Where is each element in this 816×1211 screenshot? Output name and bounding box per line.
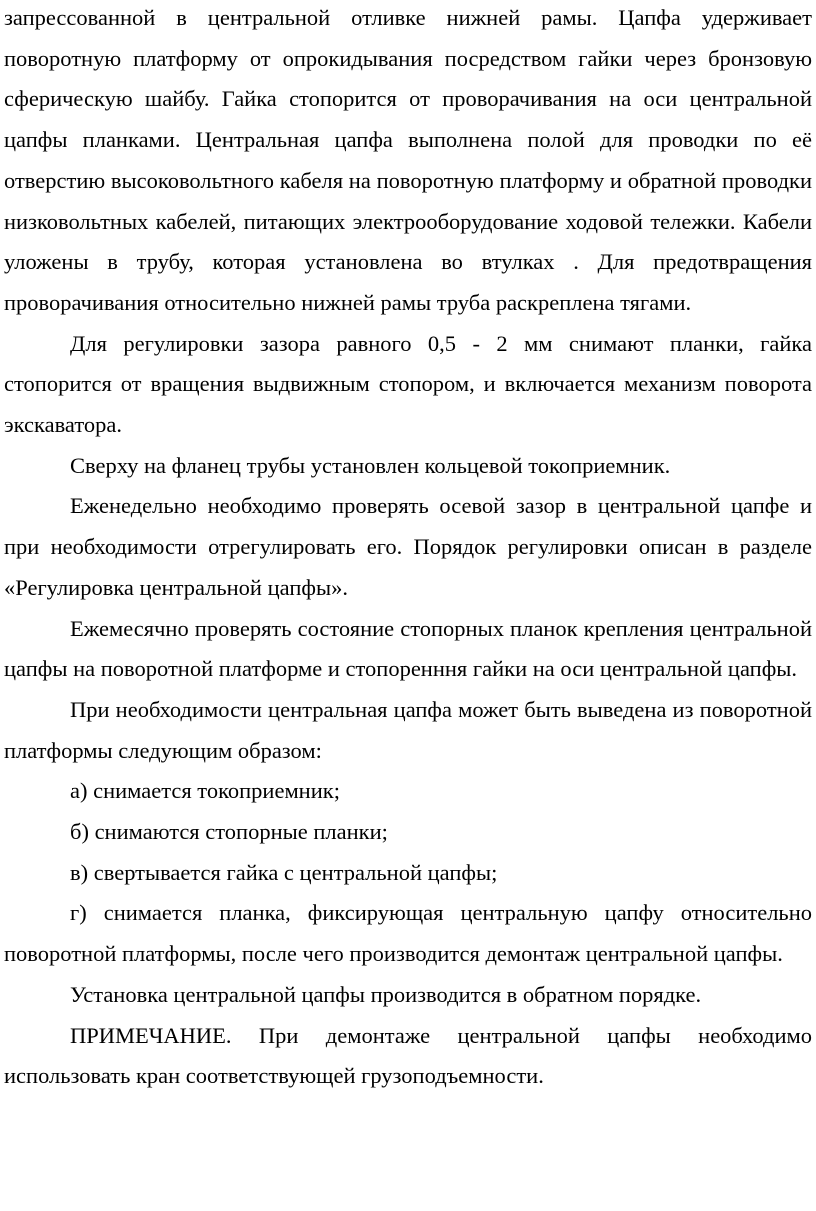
- document-body: [4, 0, 812, 1097]
- paragraph-weekly-check: Еженедельно необходимо проверять осевой зазор в центральной цапфе и при необходимости отрегулировать его. Порядок регулировки описан в разделе «Регулировка центральной цапфы».: [4, 493, 812, 600]
- list-item-c: в) свертывается гайка с центральной цапфы;: [70, 859, 498, 885]
- paragraph-monthly-check: Ежемесячно проверять состояние стопорных планок крепления центральной цапфы на поворотной платформе и стопоренння гайки на оси центральной цапфы.: [4, 615, 812, 682]
- paragraph-note: ПРИМЕЧАНИЕ. При демонтаже центральной цапфы необходимо использовать кран соответствующей грузоподъемности.: [4, 1022, 812, 1089]
- paragraph-gap-adjustment: Для регулировки зазора равного 0,5 - 2 мм снимают планки, гайка стопорится от вращения выдвижным стопором, и включается механизм поворота экскаватора.: [4, 330, 812, 438]
- list-item-a: а) снимается токоприемник;: [70, 778, 340, 804]
- paragraph-continuation: запрессованной в центральной отливке нижней рамы. Цапфа удерживает поворотную платформу от опрокидывания посредством гайки через бронзовую сферическую шайбу. Гайка стопорится от проворачивания на оси центральной цапфы планками. Центральная цапфа выполнена полой для проводки по её отверстию высоковольтного кабеля на поворотную платформу и обратной проводки низковольтных кабелей, питающих электрооборудование ходовой тележки. Кабели уложены в трубу, которая установлена во втулках . Для предотвращения проворачивания относительно нижней рамы труба раскреплена тягами.: [4, 5, 812, 315]
- list-item-b: б) снимаются стопорные планки;: [70, 819, 388, 845]
- paragraph-current-collector: Сверху на фланец трубы установлен кольцевой токоприемник.: [70, 452, 671, 478]
- paragraph-installation: Установка центральной цапфы производится в обратном порядке.: [70, 981, 702, 1007]
- paragraph-removal-intro: При необходимости центральная цапфа может быть выведена из поворотной платформы следующим образом:: [4, 696, 812, 763]
- list-item-d: г) снимается планка, фиксирующая центральную цапфу относительно поворотной платформы, после чего производится демонтаж центральной цапфы.: [4, 900, 812, 967]
